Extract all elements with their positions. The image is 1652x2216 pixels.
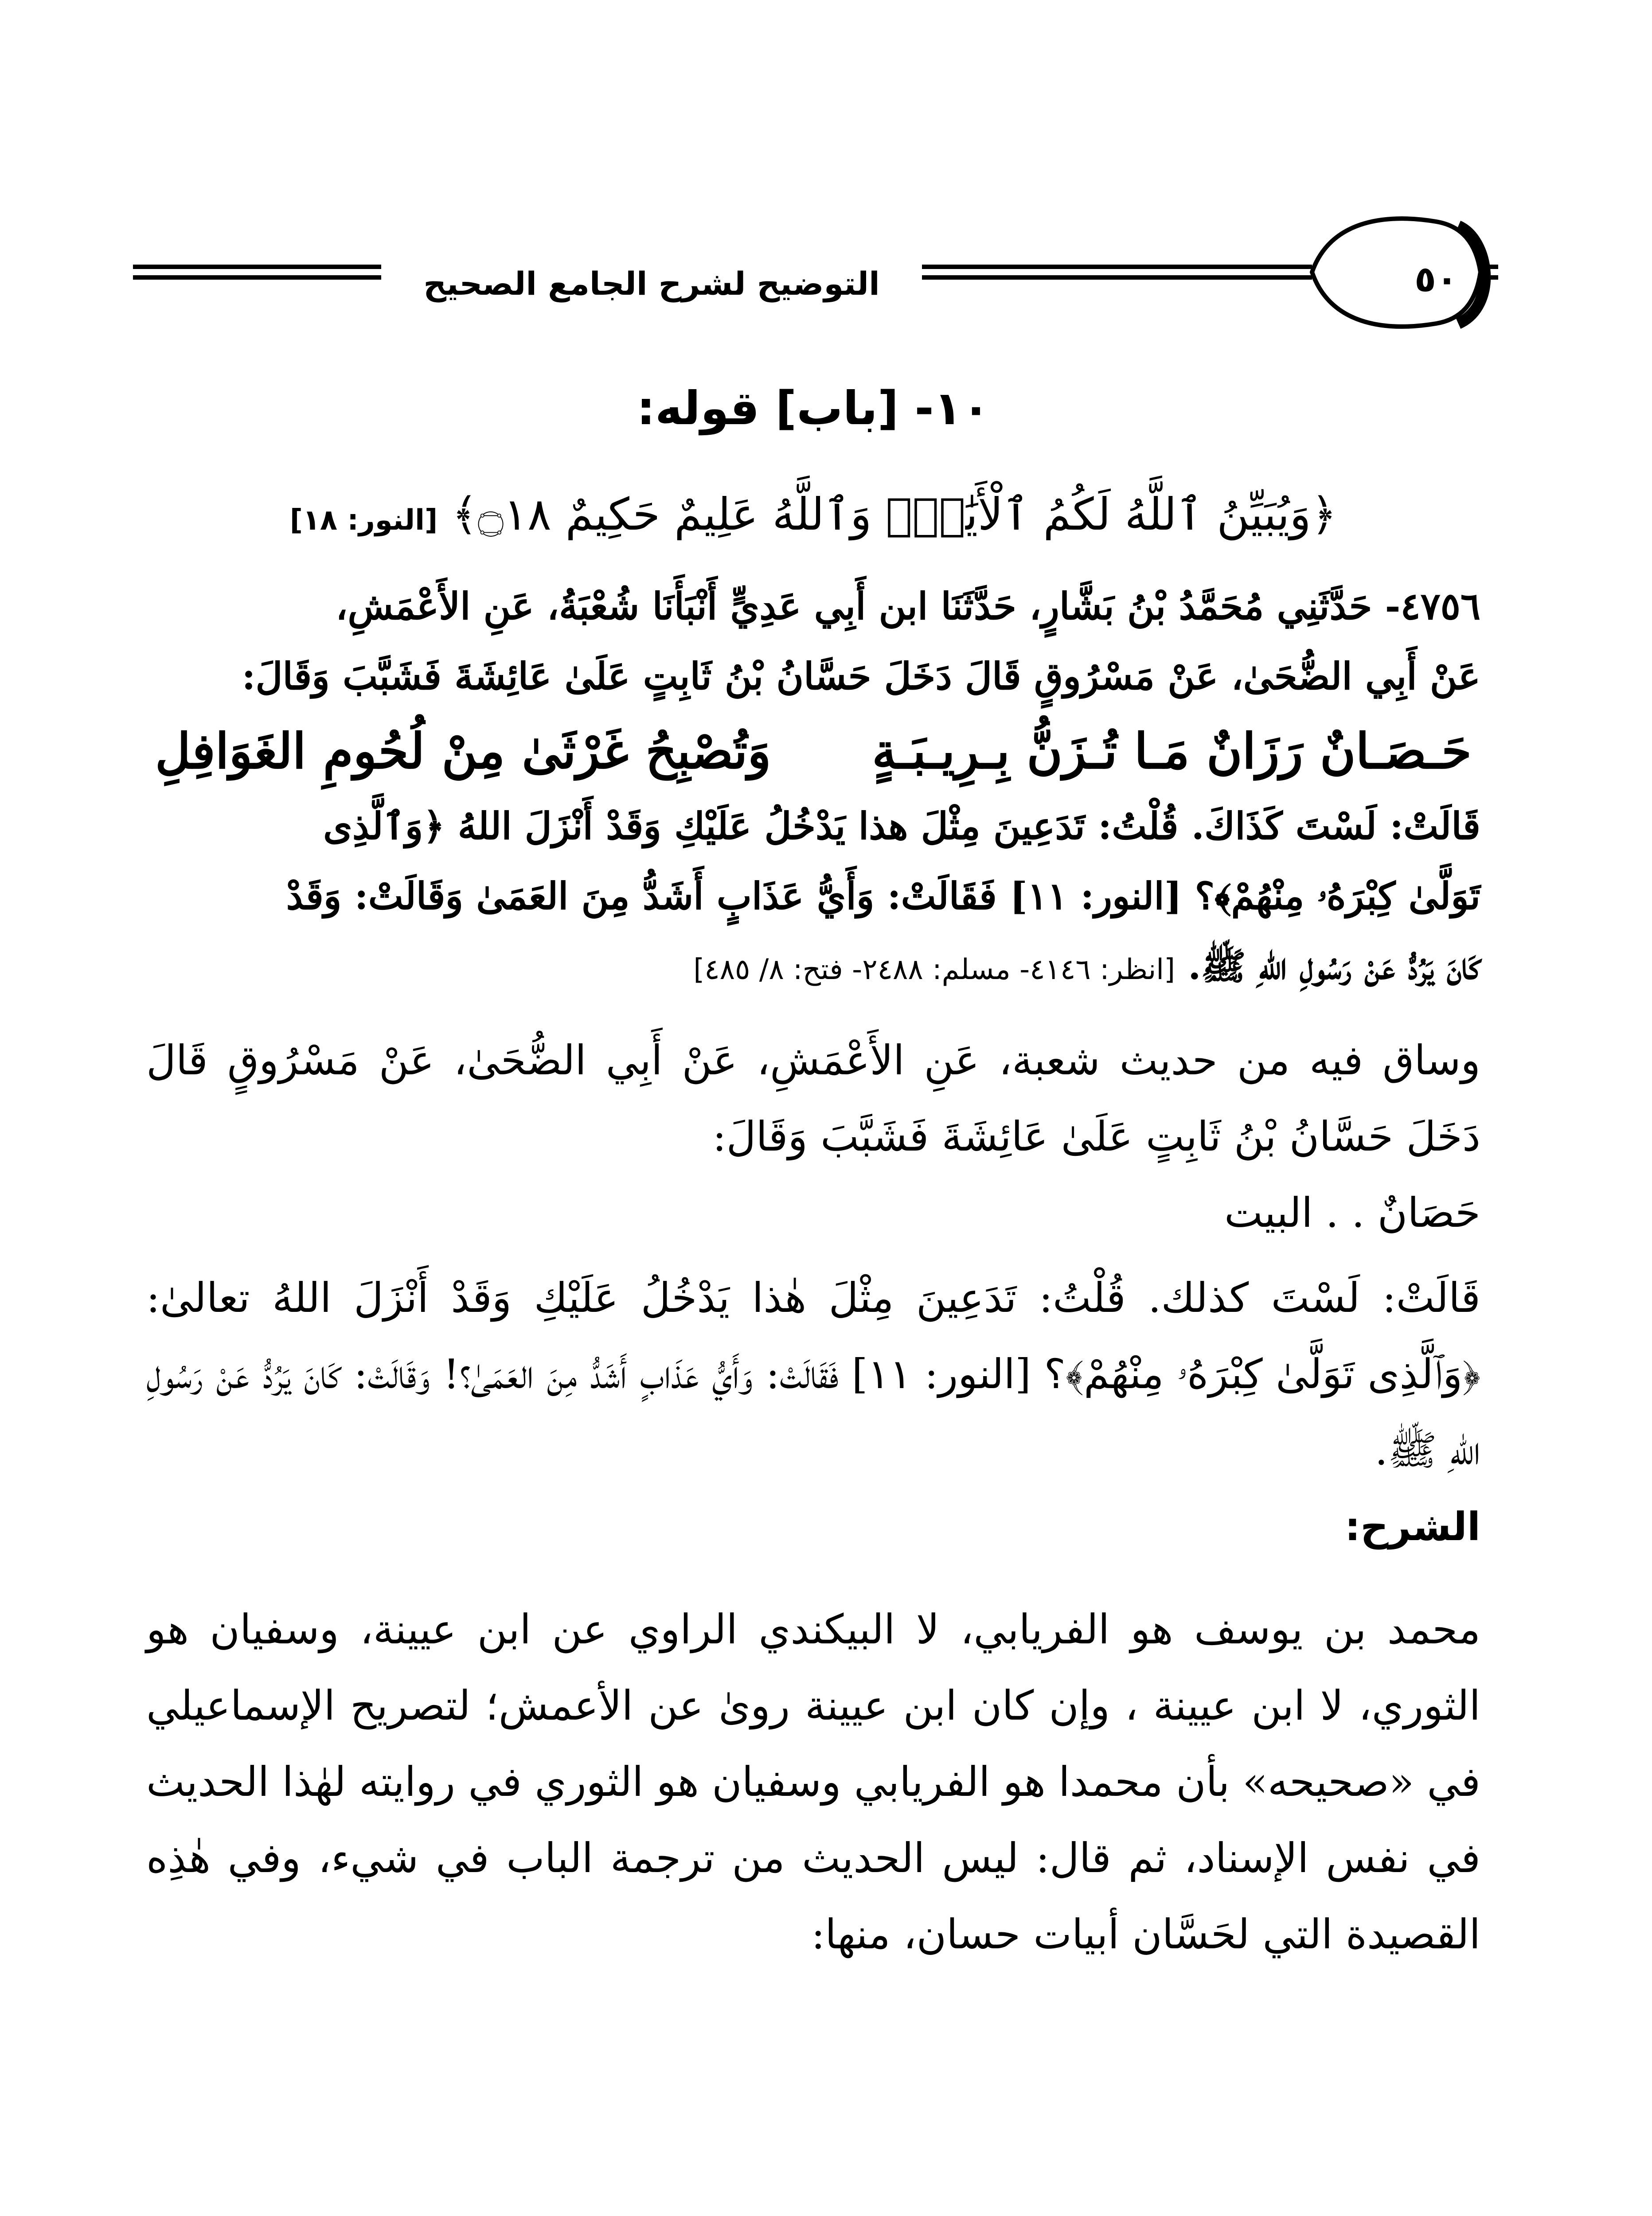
page-number: ٥٠ — [1414, 258, 1458, 300]
narration-paragraph: قَالَتْ: لَسْتَ كذلك. قُلْتُ: تَدَعِينَ مِثْلَ هٰذا يَدْخُلُ عَلَيْكِ وَقَدْ أَنْزَلَ اللهُ تعالىٰ: ﴿وَٱلَّذِى تَوَلَّىٰ كِبْرَهُۥ مِنْهُمْ﴾؟ [النور: ١١] فَقَالَتْ: وَأَيُّ عَذَابٍ أَشَدُّ مِنَ العَمَىٰ؟! وَقَالَتْ: كَانَ يَرُدُّ عَنْ رَسُولِ اللهِ ﷺ. — [146, 1274, 1481, 1474]
poem-verse — [146, 711, 1480, 791]
commentary-heading: الشرح: — [1344, 1504, 1480, 1549]
poem-second-hemistich: وَتُصْبِحُ غَرْثَىٰ مِنْ لُحُومِ الغَوَافِلِ — [155, 722, 771, 780]
hadith-line — [146, 931, 1480, 1005]
hadith-line: قَالَتْ: لَسْتَ كَذَاكَ. قُلْتُ: تَدَعِينَ مِثْلَ هذا يَدْخُلُ عَلَيْكِ وَقَدْ أَنْزَلَ اللهُ ﴿وَٱلَّذِى — [323, 804, 1480, 848]
page-body — [146, 363, 1480, 1973]
narration-verse-ref: حَصَانٌ . . البيت — [1224, 1189, 1480, 1237]
verse-text: ﴿وَيُبَيِّنُ ٱللَّهُ لَكُمُ ٱلْأَيَٰتِۚ وَٱللَّهُ عَلِيمٌ حَكِيمٌ ۝١٨﴾ — [452, 488, 1337, 540]
running-title: التوضيح لشرح الجامع الصحيح — [408, 257, 895, 310]
hadith-line-end: كَانَ يَرُدُّ عَنْ رَسُولِ اللهِ ﷺ. — [1188, 944, 1480, 988]
poem-first-hemistich: حَـصَـانٌ رَزَانٌ مَـا تُـزَنُّ بِـرِيـبَـةٍ — [872, 722, 1472, 780]
verse-reference: [النور: ١٨] — [289, 504, 438, 537]
hadith-line: عَنْ أَبِي الضُّحَىٰ، عَنْ مَسْرُوقٍ قَالَ دَخَلَ حَسَّانُ بْنُ ثَابِتٍ عَلَىٰ عَائِشَةَ فَشَبَّبَ وَقَالَ: — [242, 654, 1480, 698]
page-header — [133, 195, 1498, 346]
commentary-text: محمد بن يوسف هو الفريابي، لا البيكندي الراوي عن ابن عيينة، وسفيان هو الثوري، لا ابن عيينة ، وإن كان ابن عيينة روىٰ عن الأعمش؛ لتصريح الإسماعيلي في «صحيحه» بأن محمدا هو الفريابي وسفيان هو الثوري في روايته لهٰذا الحديث في نفس الإسناد، ثم قال: ليس الحديث من ترجمة الباب في شيء، وفي هٰذِه القصيدة التي لحَسَّان أبيات حسان، منها: — [146, 1606, 1481, 1958]
quran-verse — [146, 488, 1480, 540]
hadith-line: تَوَلَّىٰ كِبْرَهُۥ مِنْهُمْ﴾؟ [النور: ١١] فَقَالَتْ: وَأَيُّ عَذَابٍ أَشَدُّ مِنَ العَمَىٰ وَقَالَتْ: وَقَدْ — [286, 874, 1480, 918]
cross-reference: [انظر: ٤١٤٦- مسلم: ٢٤٨٨- فتح: ٨/ ٤٨٥] — [693, 953, 1176, 986]
hadith-line: ٤٧٥٦- حَدَّثَنِي مُحَمَّدُ بْنُ بَشَّارٍ، حَدَّثَنَا ابن أَبِي عَدِيٍّ أَنْبَأَنَا شُعْبَةُ، عَنِ الأَعْمَشِ، — [336, 584, 1480, 628]
chapter-title: ١٠- [باب] قوله: — [637, 381, 990, 435]
narration-paragraph: وساق فيه من حديث شعبة، عَنِ الأَعْمَشِ، عَنْ أَبِي الضُّحَىٰ، عَنْ مَسْرُوقٍ قَالَ دَخَلَ حَسَّانُ بْنُ ثَابِتٍ عَلَىٰ عَائِشَةَ فَشَبَّبَ وَقَالَ: — [146, 1037, 1480, 1160]
